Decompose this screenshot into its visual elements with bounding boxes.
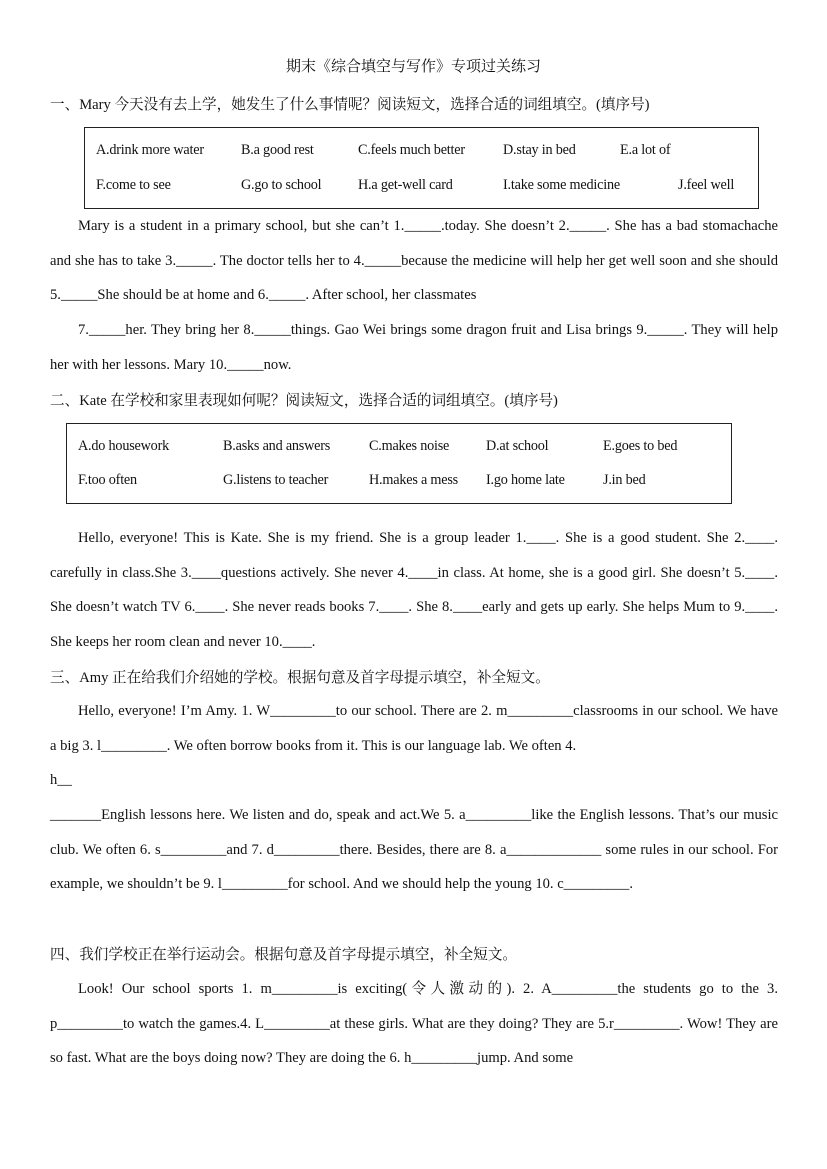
section3-passage-cont: _______English lessons here. We listen and do, speak and act.We 5. a_________like the English lessons. That’s our music club. We often 6. s_________and 7. d_________there. Besides, there are 8. a_____________ some rules in our school. For example, we shouldn’t be 9. l_________for school. And we should help the young 10. c_________. [50,807,778,893]
s2-option-f: F.too often [78,472,137,488]
s1-option-d: D.stay in bed [503,142,576,158]
section1-heading: 一、Mary 今天没有去上学，她发生了什么事情呢？阅读短文，选择合适的词组填空。(填序号) [50,97,650,113]
section2-options-box [66,423,732,504]
section4-passage: Look! Our school sports 1. m_________is exciting(令人激动的). 2. A_________the students go to the 3. p_________to watch the games.4. L_________at these girls. What are they doing? They are 5.r_________. Wow! They are so fast. What are the boys doing now? They are doing the 6. h_________jump. And some [50,981,778,1067]
s2-option-g: G.listens to teacher [223,472,329,488]
s1-option-e: E.a lot of [620,142,671,158]
s2-option-d: D.at school [486,438,549,454]
s1-option-c: C.feels much better [358,142,465,158]
s1-option-g: G.go to school [241,177,322,193]
s2-option-a: A.do housework [78,438,169,454]
s2-option-j: J.in bed [603,472,646,488]
section1-passage: Mary is a student in a primary school, but she can’t 1._____.today. She doesn’t 2._____. She has a bad stomachache and she has to take 3._____. The doctor tells her to 4._____because the medicine will help her get well soon and she should 5._____She should be at home and 6._____. After school, her classmates [50,218,778,304]
s1-option-h: H.a get-well card [358,177,453,193]
section3-h-blank: h__ [50,772,72,788]
section2-heading: 二、Kate 在学校和家里表现如何呢？阅读短文，选择合适的词组填空。(填序号) [50,393,558,409]
section1-options-box [84,127,759,209]
section4-heading: 四、我们学校正在举行运动会。根据句意及首字母提示填空，补全短文。 [50,947,518,963]
s2-option-i: I.go home late [486,472,565,488]
section1-passage-cont: 7._____her. They bring her 8._____things. Gao Wei brings some dragon fruit and Lisa brings 9._____. They will help her with her lessons. Mary 10._____now. [50,322,778,373]
s1-option-f: F.come to see [96,177,171,193]
s2-option-h: H.makes a mess [369,472,459,488]
s2-option-e: E.goes to bed [603,438,678,454]
s1-option-b: B.a good rest [241,142,314,158]
s1-option-a: A.drink more water [96,142,204,158]
s1-option-j: J.feel well [678,177,735,193]
section3-heading: 三、Amy 正在给我们介绍她的学校。根据句意及首字母提示填空，补全短文。 [50,670,550,686]
s1-option-i: I.take some medicine [503,177,620,193]
s2-option-c: C.makes noise [369,438,450,454]
s2-option-b: B.asks and answers [223,438,331,454]
section3-passage: Hello, everyone! I’m Amy. 1. W_________to our school. There are 2. m_________classrooms in our school. We have a big 3. l_________. We often borrow books from it. This is our language lab. We often 4. [50,703,778,754]
section2-passage: Hello, everyone! This is Kate. She is my friend. She is a group leader 1.____. She is a good student. She 2.____. carefully in class.She 3.____questions actively. She never 4.____in class. At home, she is a good girl. She doesn’t 5.____. She doesn’t watch TV 6.____. She never reads books 7.____. She 8.____early and gets up early. She helps Mum to 9.____. She keeps her room clean and never 10.____. [50,530,778,650]
page-title: 期末《综合填空与写作》专项过关练习 [285,59,541,75]
